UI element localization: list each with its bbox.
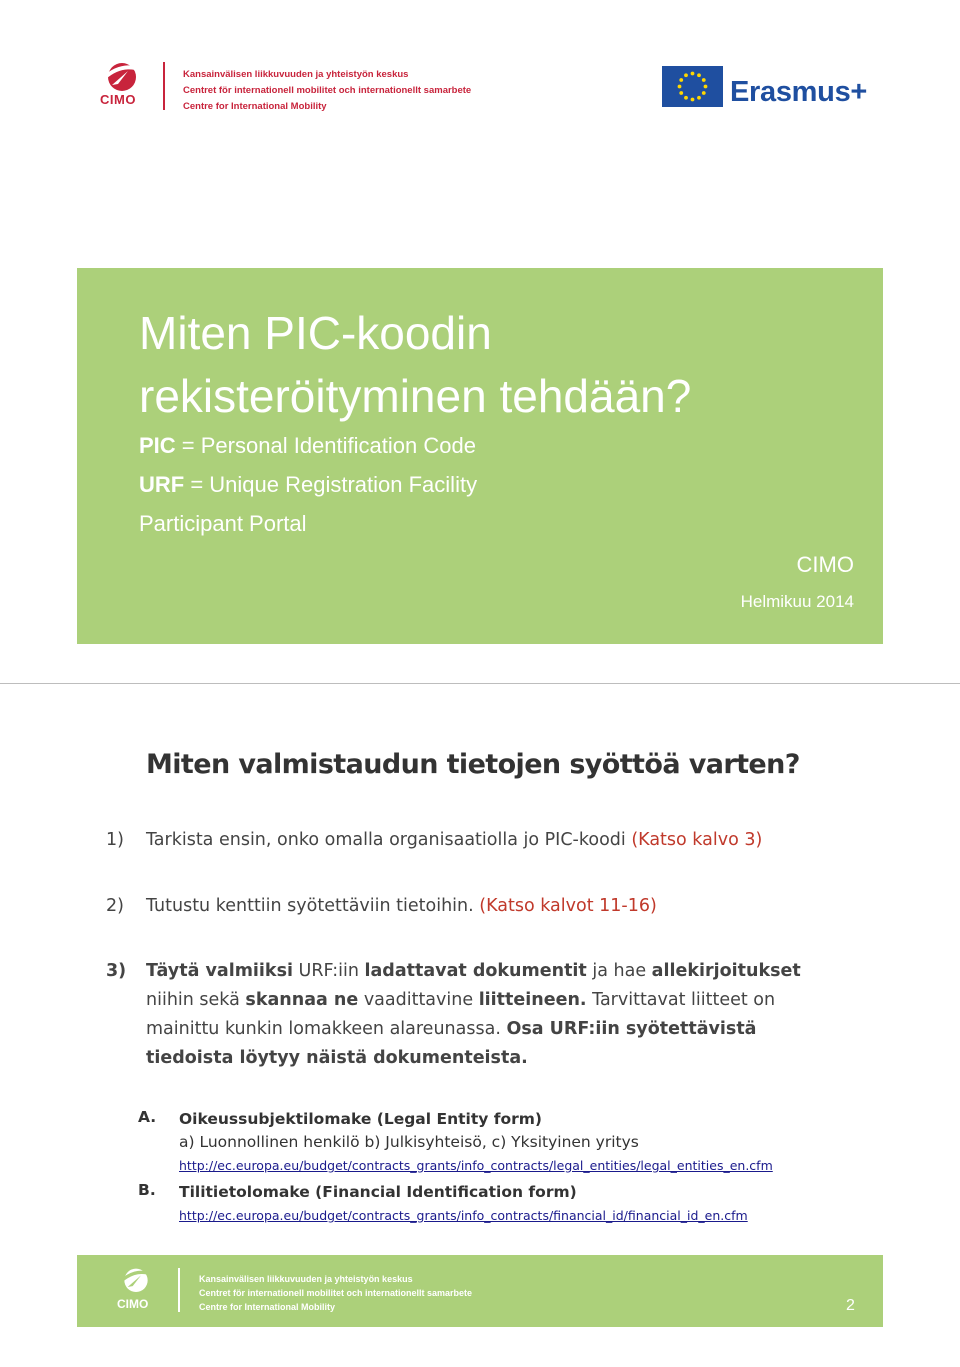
form-detail: a) Luonnollinen henkilö b) Julkisyhteisö, c) Yksityinen yritys — [179, 1133, 639, 1151]
eu-star-icon — [704, 85, 708, 89]
financial-id-link[interactable]: http://ec.europa.eu/budget/contracts_grants/info_contracts/financial_id/financial_id_en.cfm — [179, 1208, 748, 1223]
text-segment: vaadittavine — [358, 990, 479, 1010]
item-number: 2) — [106, 896, 124, 916]
text-segment: Osa URF:iin syötettävistä tiedoista löytyy näistä dokumenteista. — [146, 1019, 757, 1068]
pic-definition — [139, 433, 476, 459]
form-heading: Tilitietolomake (Financial Identification form) — [179, 1183, 577, 1201]
eu-star-icon — [684, 73, 688, 77]
slide-2 — [0, 684, 960, 1367]
organization-name — [199, 1272, 472, 1314]
cimo-logo-text: CIMO — [100, 92, 136, 107]
org-line-fi: Kansainvälisen liikkuvuuden ja yhteistyön keskus — [183, 69, 409, 80]
text-segment: liitteineen. — [478, 990, 587, 1010]
list-item-2 — [106, 892, 846, 921]
org-line-en: Centre for International Mobility — [199, 1302, 336, 1312]
org-line-sv: Centret för internationell mobilitet och internationellt samarbete — [183, 85, 472, 96]
text-segment: Täytä valmiiksi — [146, 961, 293, 981]
slide-1 — [0, 0, 960, 683]
sub-letter: B. — [138, 1181, 156, 1199]
eu-star-icon — [678, 85, 682, 89]
legal-entity-link[interactable]: http://ec.europa.eu/budget/contracts_grants/info_contracts/legal_entities/legal_entities_en.cfm — [179, 1158, 773, 1173]
title-line-1: Miten PIC-koodin — [139, 307, 492, 359]
sub-item-a — [138, 1108, 838, 1177]
erasmus-logo: Erasmus+ — [730, 76, 868, 108]
slide-title — [139, 302, 691, 428]
org-line-en: Centre for International Mobility — [183, 101, 327, 112]
date-label: Helmikuu 2014 — [740, 592, 854, 611]
sub-item-b — [138, 1181, 838, 1227]
portal-label: Participant Portal — [139, 511, 307, 536]
list-item-3 — [106, 957, 846, 1073]
footer-bar — [77, 1255, 883, 1327]
text-segment: allekirjoitukset — [651, 961, 801, 981]
pic-text: = Personal Identification Code — [175, 433, 476, 458]
item-text: Tutustu kenttiin syötettäviin tietoihin. — [146, 896, 480, 916]
text-segment: URF:iin — [292, 961, 365, 981]
title-line-2: rekisteröityminen tehdään? — [139, 370, 692, 422]
eu-star-icon — [684, 96, 688, 100]
text-segment: ladattavat dokumentit — [364, 961, 587, 981]
text-segment: skannaa ne — [245, 990, 359, 1010]
eu-flag-icon — [662, 66, 723, 107]
page-number: 2 — [846, 1297, 855, 1314]
item-number: 1) — [106, 830, 124, 850]
org-line-sv: Centret för internationell mobilitet och internationellt samarbete — [199, 1288, 473, 1298]
slide-title: Miten valmistaudun tietojen syöttöä varten? — [146, 749, 800, 780]
text-segment: ja hae — [586, 961, 652, 981]
slide-reference: (Katso kalvot 11-16) — [479, 896, 657, 916]
eu-star-icon — [702, 78, 706, 82]
urf-text: = Unique Registration Facility — [184, 472, 478, 497]
eu-star-icon — [679, 78, 683, 82]
org-line-fi: Kansainvälisen liikkuvuuden ja yhteistyön keskus — [199, 1274, 413, 1284]
form-heading: Oikeussubjektilomake (Legal Entity form) — [179, 1110, 543, 1128]
slide-reference: (Katso kalvo 3) — [631, 830, 763, 850]
sub-letter: A. — [138, 1108, 157, 1126]
urf-abbr: URF — [139, 472, 185, 497]
item-number: 3) — [106, 961, 127, 981]
item-text: Tarkista ensin, onko omalla organisaatiolla jo PIC-koodi — [146, 830, 632, 850]
eu-star-icon — [679, 91, 683, 95]
eu-star-icon — [691, 72, 695, 76]
text-segment: niihin sekä — [146, 990, 246, 1010]
urf-definition — [139, 472, 477, 498]
pic-abbr: PIC — [139, 433, 176, 458]
author-label: CIMO — [796, 552, 854, 577]
cimo-logo-text: CIMO — [117, 1297, 149, 1311]
eu-star-icon — [697, 96, 701, 100]
organization-name — [183, 67, 471, 115]
eu-star-icon — [702, 91, 706, 95]
eu-star-icon — [691, 98, 695, 102]
list-item-1 — [106, 826, 846, 855]
text-segment: Tarvittavat liitteet on mainittu kunkin lomakkeen alareunassa. — [146, 990, 776, 1039]
eu-star-icon — [697, 73, 701, 77]
logo-divider — [163, 62, 165, 110]
logo-divider — [178, 1268, 180, 1312]
